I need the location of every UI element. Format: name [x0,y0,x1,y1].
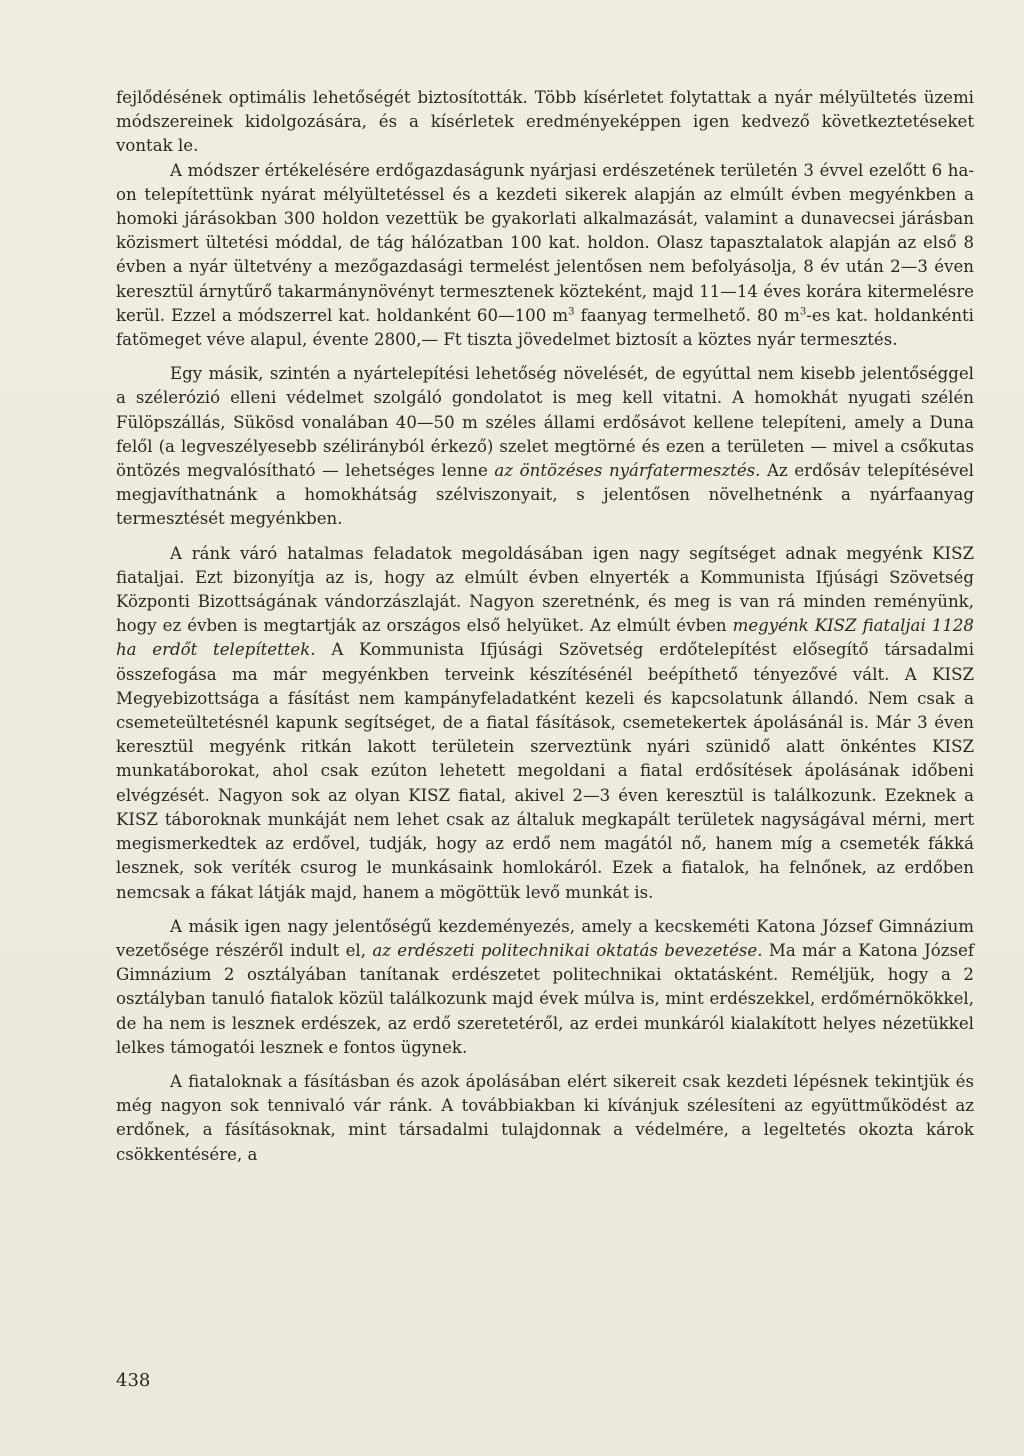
page-number: 438 [116,1370,151,1391]
paragraph-5 [116,915,974,1060]
text-run: A módszer értékelésére erdőgazdaságunk nyárjasi erdészetének területén 3 évvel ezelőtt 6 ha-on telepítettünk nyárat mélyültetéssel és a kezdeti sikerek alapján az elmúlt évben megyénkben a homoki járásokban 300 holdon vezettük be gyakorlati alkalmazását, valamint a dunavecsei járásban közismert ültetési móddal, de tág hálózatban 100 kat. holdon. Olasz tapasztalatok alapján az első 8 évben a nyár ültetvény a mezőgazdasági termelést jelentősen nem befolyásolja, 8 év után 2—3 éven keresztül árnytűrő takarmánynövényt termesztenek közteként, majd 11—14 éves korára kitermelésre kerül. Ezzel a módszerrel kat. holdanként 60—100 m [116,160,974,325]
italic-emphasis: az öntözéses nyárfatermesztés. [494,461,761,481]
italic-emphasis: az erdészeti politechnikai oktatás bevezetése. [372,940,763,960]
paragraph-1 [116,86,974,159]
text-run: faanyag termelhető. 80 m [574,305,800,325]
text-run: fejlődésének optimális lehetőségét biztosították. Több kísérletet folytattak a nyár mélyültetés üzemi módszereinek kidolgozására, és a kísérletek eredményeképpen igen kedvező következtetéseket vontak le. [116,88,974,156]
superscript: 3 [799,306,807,318]
text-run: A ránk váró hatalmas feladatok megoldásában igen nagy segítséget adnak megyénk KISZ fiataljai. Ezt bizonyítja az is, hogy az elmúlt évben elnyerték a Kommunista Ifjúsági Szövetség Központi Bizottságának vándorzászlaját. Nagyon szeretnénk, és meg is van rá minden reményünk, hogy ez évben is megtartják az országos első helyüket. Az elmúlt évben [116,543,974,636]
superscript: 3 [568,306,575,318]
paragraph-4 [116,542,974,905]
paragraph-6 [116,1070,974,1167]
paragraph-3 [116,362,974,531]
text-run: -es kat. holdankénti fatömeget véve alapul, évente 2800,— Ft tiszta jövedelmet biztosít a köztes nyár termesztés. [116,305,974,350]
text-run: Ma már a Katona József Gimnázium 2 osztályában tanítanak erdészetet politechnikai oktatásként. Reméljük, hogy a 2 osztályban tanuló fiatalok közül találkozunk majd évek múlva is, mint erdészekkel, erdőmérnökökkel, de ha nem is lesznek erdészek, az erdő szeretetéről, az erdei munkáról kialakított helyes nézetükkel lelkes támogatói lesznek e fontos ügynek. [116,940,974,1057]
body-text [116,86,974,1167]
italic-emphasis: megyénk KISZ fiataljai 1128 ha erdőt telepítettek. [116,616,974,660]
text-run: A fiataloknak a fásításban és azok ápolásában elért sikereit csak kezdeti lépésnek tekintjük és még nagyon sok tennivaló vár ránk. A továbbiakban ki kívánjuk szélesíteni az együttműködést az erdőnek, a fásításoknak, mint társadalmi tulajdonnak a védelmére, a legeltetés okozta károk csökkentésére, a [116,1071,974,1164]
text-run: A Kommunista Ifjúsági Szövetség erdőtelepítést elősegítő társadalmi összefogása ma már megyénkben terveink készítésénél beépíthető tényezővé vált. A KISZ Megyebizottsága a fásítást nem kampányfeladatként kezeli és kapcsolatunk állandó. Nem csak a csemeteültetésnél kapunk segítséget, de a fiatal fásítások, csemetekertek ápolásánál is. Már 3 éven keresztül megyénk ritkán lakott területein szerveztünk nyári szünidő alatt önkéntes KISZ munkatáborokat, ahol csak ezúton lehetett megoldani a fiatal erdősítések ápolásának időbeni elvégzését. Nagyon sok az olyan KISZ fiatal, akivel 2—3 éven keresztül is találkozunk. Ezeknek a KISZ táboroknak munkáját nem lehet csak az általuk megkapált területek nagyságával mérni, mert megismerkedtek az erdővel, tudják, hogy az erdő nem magától nő, hanem míg a csemeték fákká lesznek, sok veríték csurog le munkásaink homlokáról. Ezek a fiatalok, ha felnőnek, az erdőben nemcsak a fákat látják majd, hanem a mögöttük levő munkát is. [116,640,974,902]
text-run: A másik igen nagy jelentőségű kezdeményezés, amely a kecskeméti Katona József Gimnázium vezetősége részéről indult el, [116,916,974,960]
text-run: Egy másik, szintén a nyártelepítési lehetőség növelését, de egyúttal nem kisebb jelentőséggel a szélerózió elleni védelmet szolgáló gondolatot is meg kell vitatni. A homokhát nyugati szélén Fülöpszállás, Sükösd vonalában 40—50 m széles állami erdősávot kellene telepíteni, amely a Duna felől (a legveszélyesebb szélirányból érkező) szelet megtörné és ezen a területen — mivel a csőkutas öntözés megvalósítható — lehetséges lenne [116,364,974,481]
text-run: Az erdősáv telepítésével megjavíthatnánk a homokhátság szélviszonyait, s jelentősen növelhetnénk a nyárfaanyag termesztését megyénkben. [116,461,974,529]
paragraph-2 [116,159,974,353]
